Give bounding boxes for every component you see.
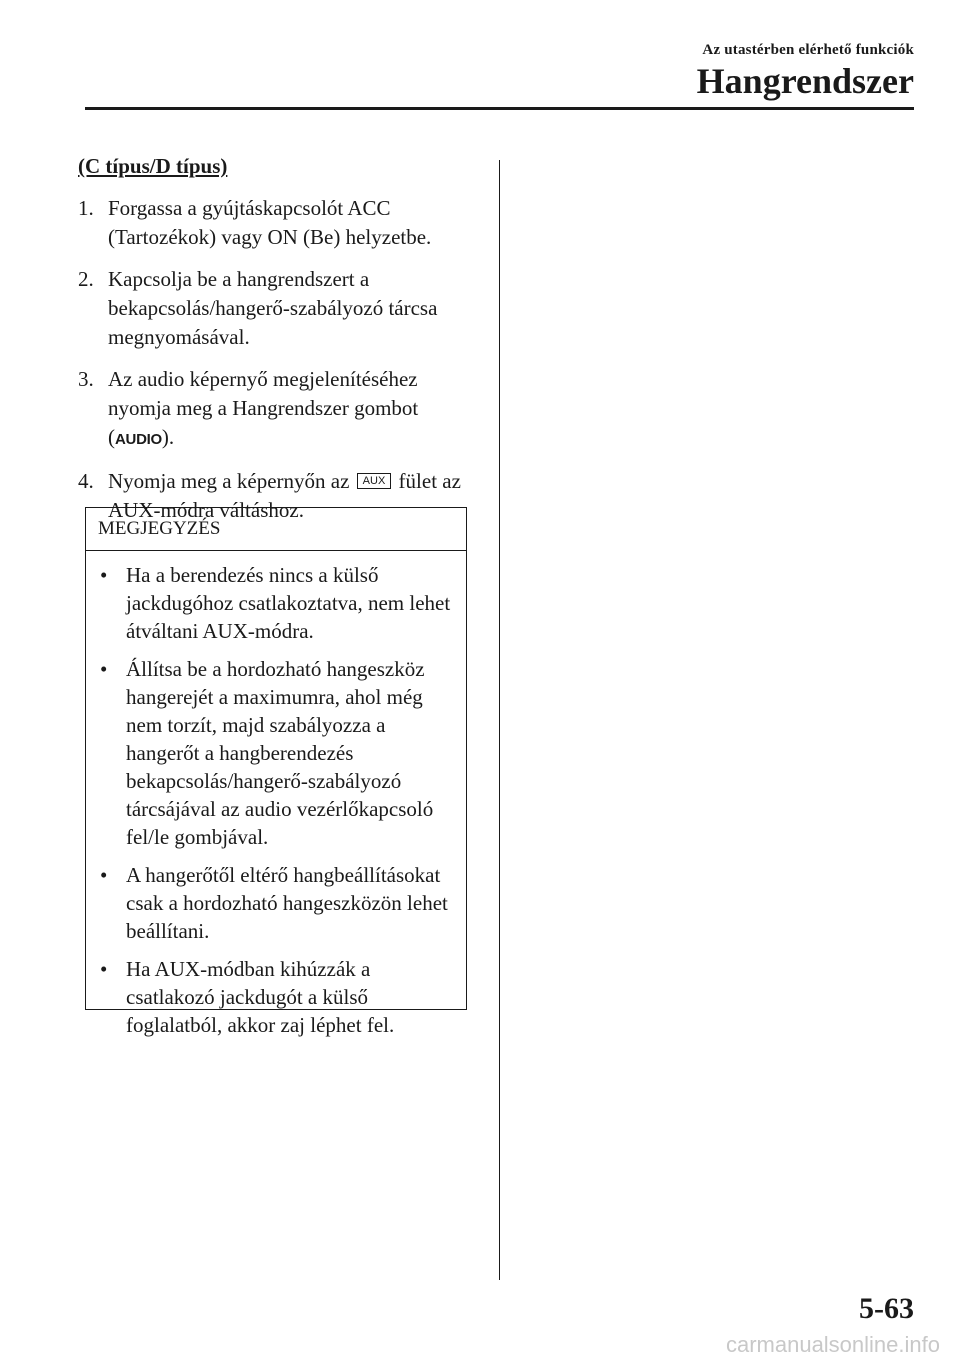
- step-number: 1.: [78, 196, 94, 220]
- chapter-title: Az utastérben elérhető funkciók: [702, 42, 914, 58]
- bullet-icon: •: [100, 863, 108, 887]
- note-text: A hangerőtől eltérő hangbeállításokat csak a hordozható hangeszközön lehet beállítani.: [126, 863, 448, 943]
- left-column: [78, 152, 470, 538]
- column-divider: [499, 160, 500, 1280]
- note-box: [85, 507, 467, 1037]
- watermark: carmanualsonline.info: [725, 1332, 940, 1357]
- step-text-before: Nyomja meg a képernyőn az: [108, 469, 350, 493]
- note-title: MEGJEGYZÉS: [86, 508, 466, 551]
- note-text: Ha AUX-módban kihúzzák a csatlakozó jackdugót a külső foglalatból, akkor zaj léphet fel.: [126, 957, 395, 1037]
- step-text-before: Az audio képernyő megjelenítéséhez nyomja meg a Hangrendszer gombot (: [108, 367, 419, 449]
- page-number: 5-63: [859, 1292, 914, 1325]
- step-item: [78, 265, 470, 352]
- note-item: [100, 561, 458, 645]
- steps-list: [78, 194, 470, 525]
- step-text: Forgassa a gyújtáskapcsolót ACC (Tartozékok) vagy ON (Be) helyzetbe.: [108, 196, 432, 249]
- step-number: 3.: [78, 367, 94, 391]
- aux-tab-icon: AUX: [357, 473, 392, 489]
- note-text: Ha a berendezés nincs a külső jackdugóhoz csatlakoztatva, nem lehet átváltani AUX-módra.: [126, 563, 451, 643]
- note-item: [100, 861, 458, 945]
- audio-key-icon: AUDIO: [115, 431, 162, 448]
- bullet-icon: •: [100, 657, 108, 681]
- step-text-after: ).: [161, 425, 175, 449]
- bullet-icon: •: [100, 563, 108, 587]
- note-list: [86, 551, 466, 1039]
- header-rule: [85, 107, 914, 110]
- step-number: 4.: [78, 469, 94, 493]
- subsection-heading: (C típus/D típus): [78, 154, 228, 178]
- note-item: [100, 955, 458, 1039]
- step-text: Kapcsolja be a hangrendszert a bekapcsolás/hangerő-szabályozó tárcsa megnyomásával.: [108, 267, 438, 349]
- note-item: [100, 655, 458, 851]
- note-text: Állítsa be a hordozható hangeszköz hangerejét a maximumra, ahol még nem torzít, majd szabályozza a hangerőt a hangberendezés bekapcsolás/hangerő-szabályozó tárcsájával az audio vezérlőkapcsoló fel/le gombjával.: [126, 657, 434, 849]
- bullet-icon: •: [100, 957, 108, 981]
- step-number: 2.: [78, 267, 94, 291]
- step-item: [78, 365, 470, 454]
- step-text: [108, 365, 470, 454]
- section-title: Hangrendszer: [696, 61, 914, 101]
- step-text-after: fület az AUX-módra váltáshoz.: [108, 469, 461, 522]
- step-item: [78, 194, 470, 252]
